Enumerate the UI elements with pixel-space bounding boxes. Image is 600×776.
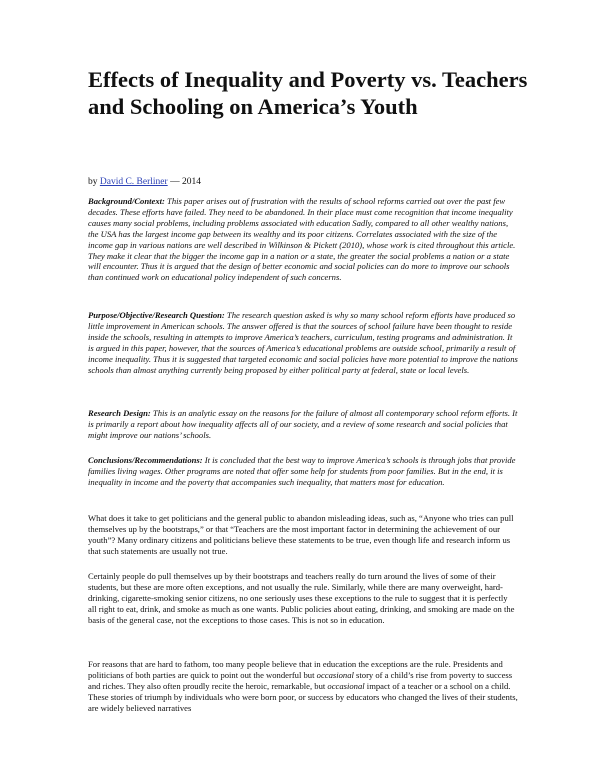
article-title: Effects of Inequality and Poverty vs. Teachers and Schooling on America’s Youth <box>88 67 528 119</box>
purpose-text: The research question asked is why so many school reform efforts have produced so little improvement in American schools. The answer offered is that the sources of school failure have been thought to reside inside the schools, resulting in attempts to improve America’s teachers, curriculum, testing programs and administration. It is argued in this paper, however, that the sources of America’s educational problems are outside school, primarily a result of income inequality. Thus it is suggested that targeted economic and social policies have more potential to improve the nations schools than almost anything currently being proposed by either political party at federal, state or local levels. <box>88 310 518 375</box>
author-link[interactable]: David C. Berliner <box>99 177 168 187</box>
background-text: This paper arises out of frustration with the results of school reforms carried out over the past few decades. These efforts have failed. They need to be abandoned. In their place must come recognition that income inequality causes many social problems, including problems associated with education Sadly, compared to all other wealthy nations, the USA has the largest income gap between its wealthy and its poor citizens. Correlates associated with the size of the income gap in various nations are well described in Wilkinson & Pickett (2010), whose work is cited throughout this article. They make it clear that the bigger the income gap in a nation or a state, the greater the social problems a nation or a state will encounter. Thus it is argued that the design of better economic and social policies can do more to improve our schools than continued work on educational policy independent of such concerns. <box>88 196 516 283</box>
body-paragraph-3 <box>88 659 518 714</box>
p3-emphasis-1: occasional <box>316 669 354 680</box>
byline-prefix: by <box>88 177 98 187</box>
conclusions-label: Conclusions/Recommendations: <box>88 455 203 465</box>
byline-year: — 2014 <box>167 177 201 187</box>
abstract-purpose <box>88 310 518 375</box>
byline <box>88 176 201 188</box>
design-text: This is an analytic essay on the reasons for the failure of almost all contemporary school reform efforts. It is primarily a report about how inequality affects all of our society, and a review of some research and social policies that might improve our nations’ schools. <box>88 408 518 440</box>
p3-part-a: For reasons that are hard to fathom, too many people believe that in education the exceptions are the rule. Presidents and politicians of both parties are quick to point out the wonderful but <box>88 659 503 680</box>
conclusions-text: It is concluded that the best way to improve America’s schools is through jobs that provide families living wages. Other programs are noted that offer some help for students from poor families. But in the end, it is inequality in income and the poverty that accompanies such inequality, that matters most for education. <box>88 455 516 487</box>
p3-emphasis-2: occasional <box>327 680 365 691</box>
design-label: Research Design: <box>88 408 151 418</box>
purpose-label: Purpose/Objective/Research Question: <box>88 310 225 320</box>
abstract-conclusions <box>88 455 518 488</box>
body-paragraph-1: What does it take to get politicians and the general public to abandon misleading ideas, such as, “Anyone who tries can pull themselves up by the bootstraps,” or that “Teachers are the most important factor in determining the achievement of our youth”? Many ordinary citizens and politicians believe these statements to be true, even though life and research inform us that such statements are usually not true. <box>88 513 514 556</box>
p3-part-c: impact of a teacher or a school on a child. These stories of triumph by individuals who were born poor, or success by educators who changed the lives of their students, are widely believed narratives <box>88 680 518 713</box>
abstract-design <box>88 408 518 441</box>
abstract-background <box>88 196 518 283</box>
background-label: Background/Context: <box>88 196 165 206</box>
body-paragraph-2: Certainly people do pull themselves up by their bootstraps and teachers really do turn around the lives of some of their students, but these are more often exceptions, and not usually the rule. Similarly, while there are many overweight, hard-drinking, cigarette-smoking senior citizens, no one seriously uses these exceptions to the rule to suggest that it is perfectly all right to eat, drink, and smoke as much as one wants. Public policies about eating, drinking, and smoking are made on the basis of the general case, not the exceptions to those cases. This is not so in education. <box>88 571 515 625</box>
p3-part-b: story of a child’s rise from poverty to success and riches. They also often proudly recite the heroic, remarkable, but <box>88 669 513 691</box>
